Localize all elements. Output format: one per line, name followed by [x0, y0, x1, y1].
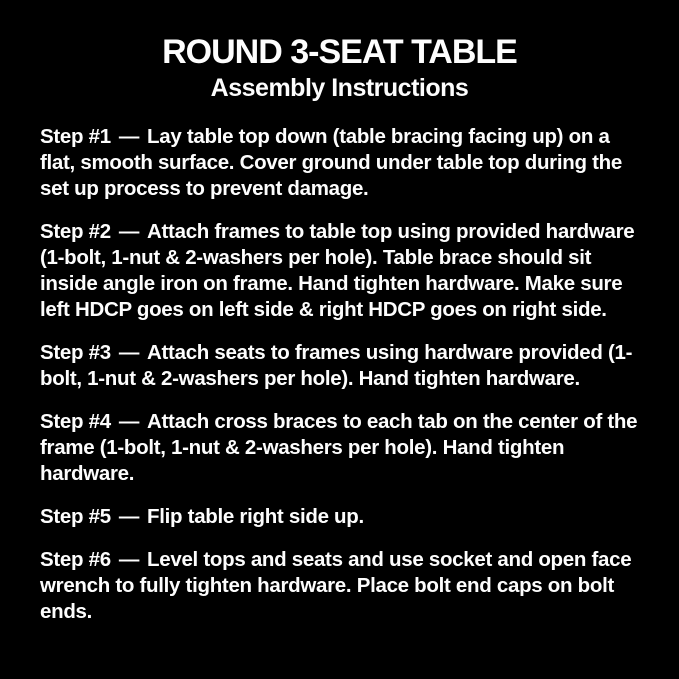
steps-list — [40, 124, 649, 625]
header — [40, 32, 639, 105]
step-label: Step #6 — [40, 548, 111, 571]
step-label: Step #3 — [40, 341, 111, 364]
step-item-6 — [40, 547, 649, 625]
step-item-2 — [40, 219, 649, 323]
em-dash: — — [118, 125, 140, 148]
step-text: Level tops and seats and use socket and open face wrench to fully tighten hardware. Place bolt end caps on bolt ends. — [40, 548, 632, 623]
step-text: Attach seats to frames using hardware provided (1-bolt, 1-nut & 2-washers per hole). Hand tighten hardware. — [40, 341, 633, 390]
em-dash: — — [118, 505, 140, 528]
step-item-1 — [40, 124, 649, 202]
step-label: Step #4 — [40, 410, 111, 433]
em-dash: — — [118, 220, 140, 243]
step-label: Step #5 — [40, 505, 111, 528]
step-item-5 — [40, 504, 649, 530]
page-subtitle: Assembly Instructions — [210, 74, 469, 102]
step-text: Flip table right side up. — [147, 505, 364, 528]
step-text: Attach frames to table top using provided hardware (1-bolt, 1-nut & 2-washers per hole). Table brace should sit inside angle iron on frame. Hand tighten hardware. Make sure left HDCP goes on left side & right HDCP goes on right side. — [40, 220, 635, 321]
step-item-4 — [40, 409, 649, 487]
step-text: Attach cross braces to each tab on the center of the frame (1-bolt, 1-nut & 2-washers per hole). Hand tighten hardware. — [40, 410, 638, 485]
step-label: Step #2 — [40, 220, 111, 243]
em-dash: — — [118, 341, 140, 364]
em-dash: — — [118, 548, 140, 571]
step-item-3 — [40, 340, 649, 392]
page-title: ROUND 3-SEAT TABLE — [162, 33, 517, 71]
step-label: Step #1 — [40, 125, 111, 148]
em-dash: — — [118, 410, 140, 433]
step-text: Lay table top down (table bracing facing up) on a flat, smooth surface. Cover ground under table top during the set up process to prevent damage. — [40, 125, 622, 200]
